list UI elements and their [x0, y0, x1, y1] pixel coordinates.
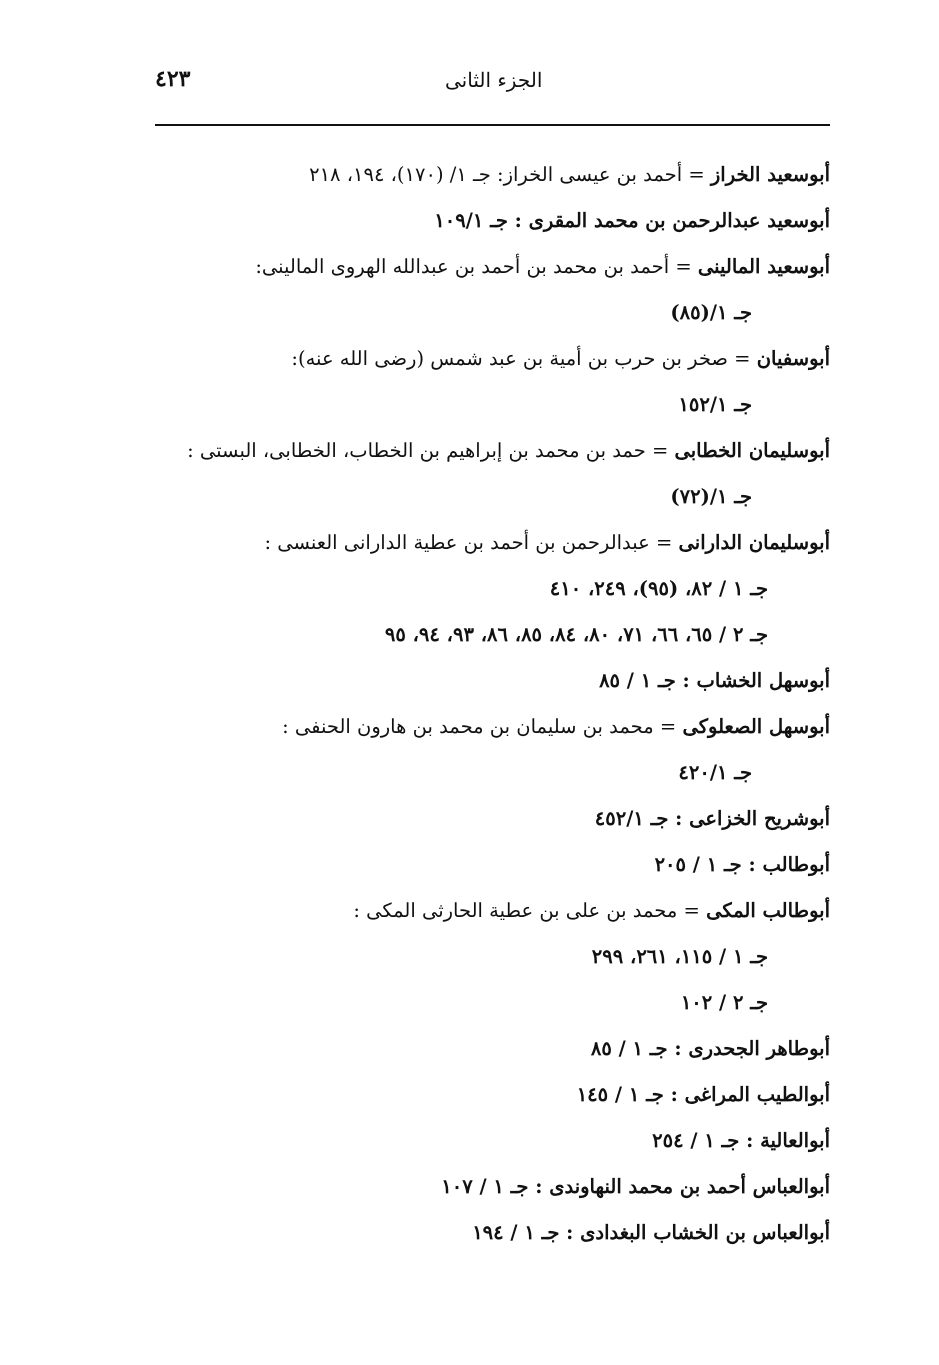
entry-text: : جـ ١ / ٢٥٤: [652, 1129, 761, 1152]
entry-text: : جـ ١ / ١٤٥: [576, 1083, 685, 1106]
entry-reference: جـ ١ / ٨٢، (٩٥)، ٢٤٩، ٤١٠: [549, 577, 768, 600]
index-entry: [155, 198, 830, 244]
entry-sub-reference: [155, 612, 830, 658]
entry-heading: أبوالطيب المراغى: [684, 1083, 830, 1106]
index-entry: [155, 1026, 830, 1072]
entry-reference: جـ ١٥٢/١: [678, 393, 752, 416]
entry-sub-reference: [155, 934, 830, 980]
entry-text: = أحمد بن محمد بن أحمد بن عبدالله الهروى المالينى:: [255, 255, 698, 278]
entry-text: = عبدالرحمن بن أحمد بن عطية الدارانى العنسى :: [264, 531, 679, 554]
entry-heading: أبوطالب المكى: [706, 899, 830, 922]
entry-reference: جـ ١/(٨٥): [670, 301, 752, 324]
entry-text: = محمد بن سليمان بن محمد بن هارون الحنفى :: [282, 715, 683, 738]
entry-sub-reference: [155, 566, 830, 612]
index-entry: [155, 842, 830, 888]
entry-heading: أبوالعباس أحمد بن محمد النهاوندى: [549, 1175, 830, 1198]
entry-text: : جـ ١ / ٨٥: [599, 669, 697, 692]
entry-reference: جـ ١/(٧٢): [670, 485, 752, 508]
entry-heading: أبوسعيد الخراز: [710, 163, 830, 186]
entry-text: : جـ ١ / ١٠٧: [441, 1175, 550, 1198]
index-entry: [155, 244, 830, 290]
entry-text: = محمد بن على بن عطية الحارثى المكى :: [353, 899, 707, 922]
running-title: الجزء الثانى: [445, 68, 543, 92]
entry-text: : جـ ١ / ٢٠٥: [654, 853, 763, 876]
entry-reference: جـ ١ / ١١٥، ٢٦١، ٢٩٩: [591, 945, 768, 968]
index-entry: [155, 1072, 830, 1118]
entry-heading: أبوسعيد عبدالرحمن بن محمد المقرى: [528, 209, 830, 232]
entry-heading: أبوسهل الخشاب: [696, 669, 830, 692]
entry-text: = صخر بن حرب بن أمية بن عبد شمس (رضى الله عنه):: [291, 347, 757, 370]
entry-text: : جـ ١ / ٨٥: [590, 1037, 689, 1060]
index-entries: [155, 152, 830, 1256]
entry-text: : جـ ١٠٩/١: [434, 209, 529, 232]
entry-heading: أبوشريح الخزاعى: [689, 807, 830, 830]
entry-continuation: [155, 474, 830, 520]
entry-reference: جـ ٢ / ٦٥، ٦٦، ٧١، ٨٠، ٨٤، ٨٥، ٨٦، ٩٣، ٩٤، ٩٥: [384, 623, 768, 646]
entry-heading: أبوطالب: [762, 853, 830, 876]
entry-reference: جـ ٢ / ١٠٢: [680, 991, 768, 1014]
entry-text: = أحمد بن عيسى الخراز: جـ ١/ (١٧٠)، ١٩٤، ٢١٨: [309, 163, 711, 186]
index-entry: [155, 1164, 830, 1210]
entry-heading: أبوالعباس بن الخشاب البغدادى: [580, 1221, 830, 1244]
index-entry: [155, 1210, 830, 1256]
entry-heading: أبوسليمان الدارانى: [678, 531, 830, 554]
index-entry: [155, 336, 830, 382]
entry-continuation: [155, 750, 830, 796]
page-number: ٤٢٣: [155, 66, 191, 92]
entry-text: : جـ ١ / ١٩٤: [472, 1221, 581, 1244]
entry-heading: أبوسليمان الخطابى: [674, 439, 830, 462]
entry-reference: جـ ٤٢٠/١: [678, 761, 752, 784]
entry-text: : جـ ٤٥٢/١: [594, 807, 690, 830]
index-entry: [155, 520, 830, 566]
index-entry: [155, 658, 830, 704]
entry-heading: أبوالعالية: [760, 1129, 830, 1152]
index-entry: [155, 428, 830, 474]
entry-heading: أبوسفيان: [756, 347, 830, 370]
entry-text: = حمد بن محمد بن إبراهيم بن الخطاب، الخطابى، البستى :: [187, 439, 675, 462]
index-entry: [155, 796, 830, 842]
index-entry: [155, 152, 830, 198]
entry-heading: أبوسهل الصعلوكى: [682, 715, 830, 738]
header-rule: [155, 124, 830, 126]
page-header: [155, 66, 830, 106]
entry-continuation: [155, 382, 830, 428]
index-entry: [155, 704, 830, 750]
entry-sub-reference: [155, 980, 830, 1026]
entry-heading: أبوطاهر الجحدرى: [688, 1037, 830, 1060]
index-entry: [155, 888, 830, 934]
entry-heading: أبوسعيد المالينى: [697, 255, 830, 278]
index-entry: [155, 1118, 830, 1164]
entry-continuation: [155, 290, 830, 336]
